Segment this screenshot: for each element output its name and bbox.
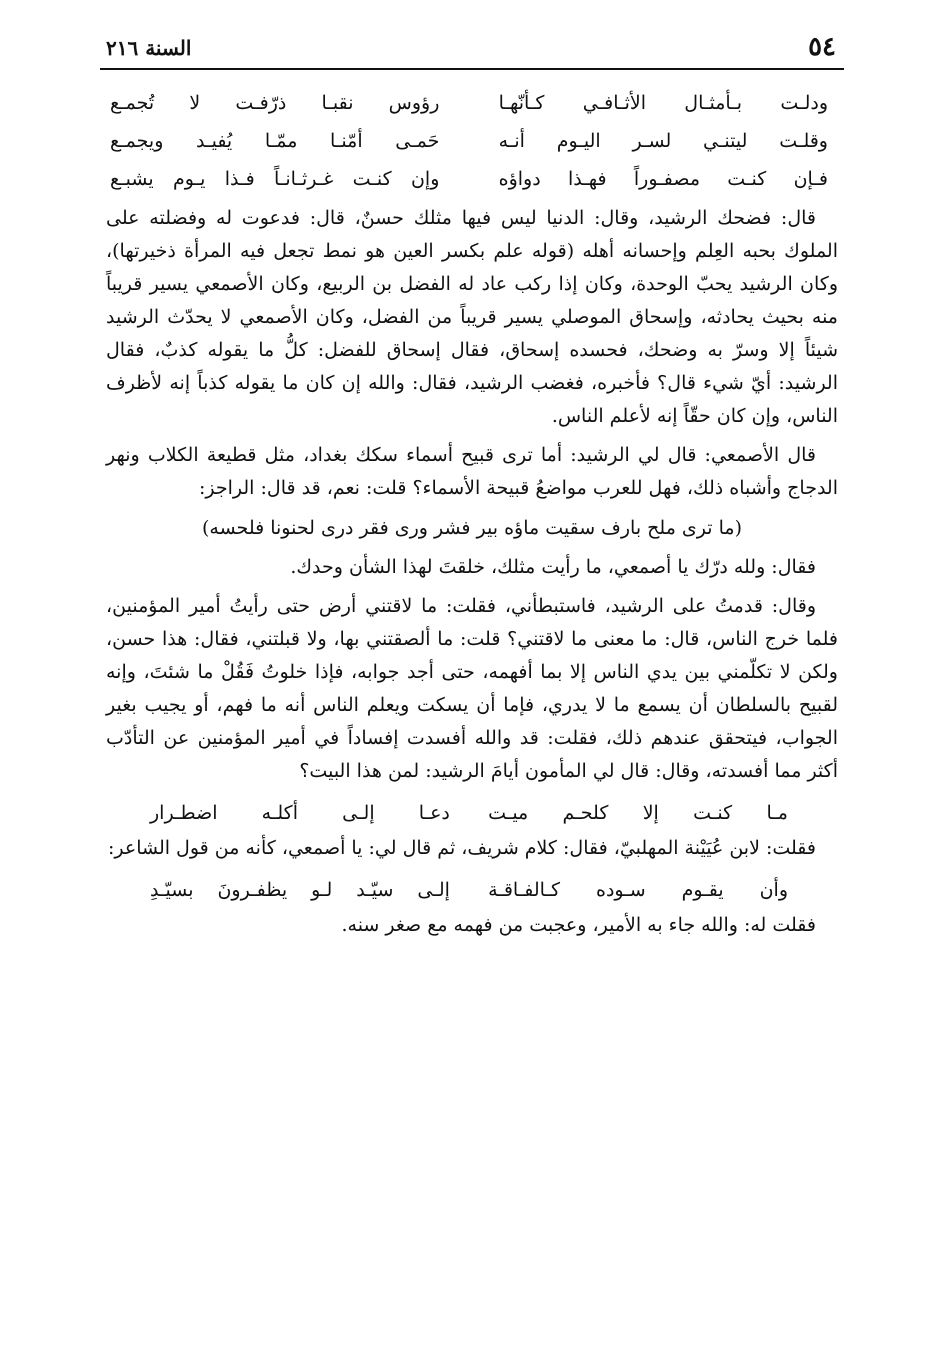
verse-line bbox=[106, 122, 838, 160]
poem-block bbox=[106, 84, 838, 198]
quoted-verse: (ما ترى ملح بارف سقيت ماؤه بير فشر ورى فقر درى لحنونا فلحسه) bbox=[202, 517, 742, 539]
verse-first-half: مـا كنـت إلا كلحـم ميـت bbox=[488, 802, 788, 824]
page-header bbox=[100, 28, 844, 70]
verse-first-half: فـإن كنـت مصفـوراً فهـذا دواؤه bbox=[498, 168, 828, 190]
paragraph: قال: فضحك الرشيد، وقال: الدنيا ليس فيها مثلك حسنٌ، قال: فدعوت له وفضلته على الملوك بحبه العِلم وإحسانه أهله (قوله علم بكسر العين هو نمط تجعل فيه المرأة ذخيرتها)، وكان الرشيد يحبّ الوحدة، وكان إذا ركب عاد له الفضل بن الربيع، وكان الأصمعي يسير قريباً منه بحيث يحادثه، وإسحاق الموصلي يسير قريباً من الفضل، وكان الأصمعي لا يحدّث الرشيد شيئاً إلا وسرّ به وضحك، فحسده إسحاق، فقال إسحاق للفضل: كلُّ ما يقوله كذبٌ، فقال الرشيد: أيّ شيء قال؟ فأخبره، فغضب الرشيد، فقال: والله إن كان ما يقوله كذباً إنه لأظرف الناس، وإن كان حقّاً إنه لأعلم الناس. bbox=[106, 207, 838, 427]
verse-second-half: إلـى سيّـد لـو يظفـرونَ بسيّـدِ bbox=[150, 879, 450, 901]
paragraph: فقلت: لابن عُيَيْنة المهلبيّ، فقال: كلام شريف، ثم قال لي: يا أصمعي، كأنه من قول الشاعر: bbox=[107, 837, 816, 859]
page-content bbox=[106, 84, 838, 948]
paragraph: قال الأصمعي: قال لي الرشيد: أما ترى قبيح أسماء سكك بغداد، مثل قطيعة الكلاب ونهر الدجاج وأشباه ذلك، فهل للعرب مواضعُ قبيحة الأسماء؟ قلت: نعم، قد قال: الراجز: bbox=[106, 444, 838, 499]
verse-line bbox=[106, 794, 838, 832]
verse-second-half: حَمـى أمّنـا ممّـا يُفيـد ويجمـع bbox=[110, 130, 440, 152]
verse-second-half: رؤوس نقبـا ذرّفـت لا تُجمـع bbox=[110, 92, 440, 114]
verse-second-half: دعـا إلـى أكلـه اضطـرار bbox=[150, 802, 450, 824]
verse-line bbox=[106, 160, 838, 198]
verse-second-half: وإن كنـت غـرثـانـاً فـذا يـوم يشبـع bbox=[110, 168, 440, 190]
verse-line bbox=[106, 84, 838, 122]
running-title: السنة ٢١٦ bbox=[106, 36, 192, 60]
verse-line bbox=[106, 871, 838, 909]
paragraph: فقال: ولله درّك يا أصمعي، ما رأيت مثلك، خلقتَ لهذا الشأن وحدك. bbox=[290, 556, 816, 578]
verse-first-half: وقلـت ليتنـي لسـر اليـوم أنـه bbox=[498, 130, 828, 152]
paragraph: وقال: قدمتُ على الرشيد، فاستبطأني، فقلت: ما لاقتني أرض حتى رأيتُ أمير المؤمنين، فلما خرج الناس، قال: ما معنى ما لاقتني؟ قلت: ما ألصقتني بها، ولا قبلتني، فقال: هذا حسن، ولكن لا تكلّمني بين يدي الناس إلا بما أفهمه، حتى أجد جوابه، فإذا خلوتُ فَقُلْ ما شئتَ، وإنه لقبيح بالسلطان أن يسمع ما لا يدري، فإما أن يسكت ويعلم الناس أنه ما فهم، أو يجيب بغير الجواب، فيتحقق عندهم ذلك، فقلت: قد والله أفسدت إفساداً في أمير المؤمنين عن التأدّب أكثر مما أفسدته، وقال: قال لي المأمون أيامَ الرشيد: لمن هذا البيت؟ bbox=[106, 595, 838, 782]
verse-first-half: ودلـت بـأمثـال الأثـافـي كـأنّهـا bbox=[498, 92, 828, 114]
paragraph: فقلت له: والله جاء به الأمير، وعجبت من فهمه مع صغر سنه. bbox=[341, 914, 816, 936]
page-number: ٥٤ bbox=[808, 32, 836, 62]
verse-first-half: وأن يقـوم سـوده كـالفـاقـة bbox=[488, 879, 788, 901]
